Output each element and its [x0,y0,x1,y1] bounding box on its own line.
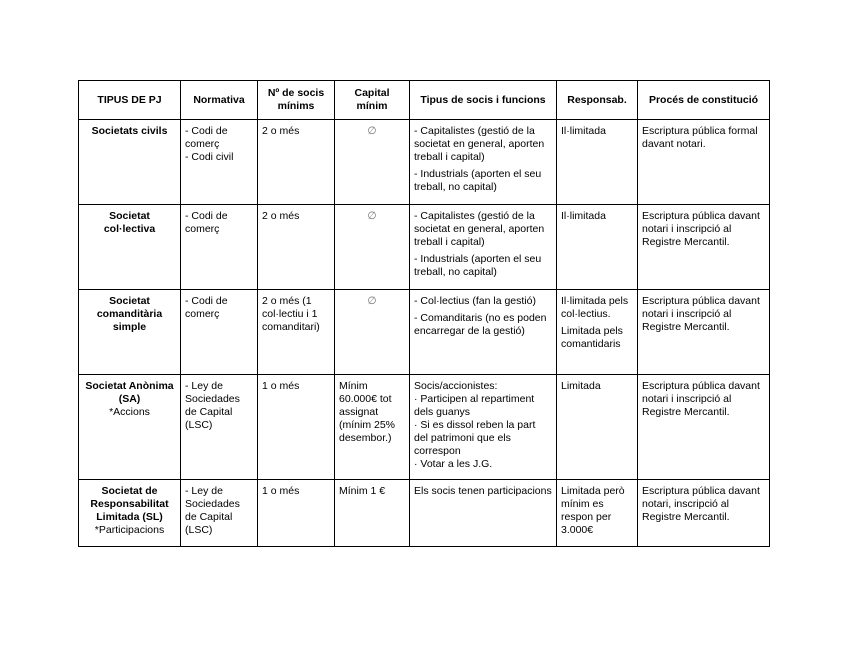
normativa-line: - Codi civil [185,151,234,163]
responsab-cell [557,375,638,480]
table-row [79,205,770,290]
normativa-line: - Codi de comerç [185,210,228,235]
tipus-socis-item: - Capitalistes (gestió de la societat en general, aporten treball i capital) [414,210,545,248]
type-label: Societats civils [91,125,168,137]
tipus-socis-item: - Col·lectius (fan la gestió) [414,295,536,307]
responsab-item: Il·limitada [561,125,606,137]
normativa-cell [181,375,258,480]
tipus-socis-line: · Si es dissol reben la part del patrimoni que els correspon [414,419,536,457]
type-label: Societat col·lectiva [103,210,156,235]
capital-cell: ∅ [335,290,410,375]
proces-cell: Escriptura pública davant notari i inscripció al Registre Mercantil. [638,205,770,290]
proces-cell: Escriptura pública formal davant notari. [638,120,770,205]
header-row [79,81,770,120]
header-tipus: TIPUS DE PJ [79,81,181,120]
tipus-socis-cell [410,205,557,290]
responsab-item: Il·limitada [561,210,606,222]
normativa-cell [181,205,258,290]
tipus-socis-line: Socis/accionistes: [414,380,498,392]
table-row [79,480,770,547]
tipus-socis-line: · Votar a les J.G. [414,458,493,470]
type-label: Societat comanditària simple [96,295,163,333]
socis-cell: 2 o més (1 col·lectiu i 1 comanditari) [258,290,335,375]
normativa-cell [181,480,258,547]
header-proces: Procés de constitució [638,81,770,120]
responsab-item: Limitada però mínim es respon per 3.000€ [561,485,625,536]
proces-cell: Escriptura pública davant notari i inscripció al Registre Mercantil. [638,375,770,480]
type-cell [79,120,181,205]
capital-cell: Mínim 1 € [335,480,410,547]
header-normativa: Normativa [181,81,258,120]
tipus-socis-item: - Industrials (aporten el seu treball, no capital) [414,253,542,278]
socis-cell: 2 o més [258,205,335,290]
socis-cell: 2 o més [258,120,335,205]
tipus-socis-cell [410,290,557,375]
tipus-socis-cell [410,375,557,480]
type-cell [79,480,181,547]
tipus-socis-cell [410,480,557,547]
table-row [79,375,770,480]
type-cell [79,375,181,480]
responsab-cell [557,480,638,547]
normativa-cell [181,290,258,375]
legal-entities-table [78,80,770,547]
normativa-line: - Codi de comerç [185,295,228,320]
table-row [79,120,770,205]
type-cell [79,205,181,290]
tipus-socis-line: Els socis tenen participacions [414,485,552,497]
responsab-cell [557,205,638,290]
header-capital: Capital mínim [335,81,410,120]
table-row [79,290,770,375]
header-socis-minims: Nº de socis mínims [258,81,335,120]
type-sublabel: *Participacions [94,524,165,536]
normativa-cell [181,120,258,205]
proces-cell: Escriptura pública davant notari i inscripció al Registre Mercantil. [638,290,770,375]
type-sublabel: *Accions [109,406,150,418]
capital-cell: ∅ [335,120,410,205]
responsab-cell [557,290,638,375]
tipus-socis-item: - Capitalistes (gestió de la societat en general, aporten treball i capital) [414,125,545,163]
tipus-socis-item: - Comanditaris (no es poden encarregar de la gestió) [414,312,547,337]
type-label: Societat de Responsabilitat Limitada (SL) [90,485,169,523]
type-label: Societat Anònima (SA) [85,380,174,405]
normativa-line: - Ley de Sociedades de Capital (LSC) [185,485,240,536]
normativa-line: - Ley de Sociedades de Capital (LSC) [185,380,240,431]
header-responsab: Responsab. [557,81,638,120]
tipus-socis-cell [410,120,557,205]
socis-cell: 1 o més [258,375,335,480]
capital-cell: ∅ [335,205,410,290]
normativa-line: - Codi de comerç [185,125,228,150]
responsab-item: Limitada pels comantidaris [561,325,623,350]
capital-cell: Mínim 60.000€ tot assignat (mínim 25% desembor.) [335,375,410,480]
type-cell [79,290,181,375]
proces-cell: Escriptura pública davant notari, inscripció al Registre Mercantil. [638,480,770,547]
tipus-socis-item: - Industrials (aporten el seu treball, no capital) [414,168,542,193]
socis-cell: 1 o més [258,480,335,547]
responsab-item: Il·limitada pels col·lectius. [561,295,629,320]
responsab-cell [557,120,638,205]
header-tipus-socis: Tipus de socis i funcions [410,81,557,120]
responsab-item: Limitada [561,380,601,392]
tipus-socis-line: · Participen al repartiment dels guanys [414,393,535,418]
